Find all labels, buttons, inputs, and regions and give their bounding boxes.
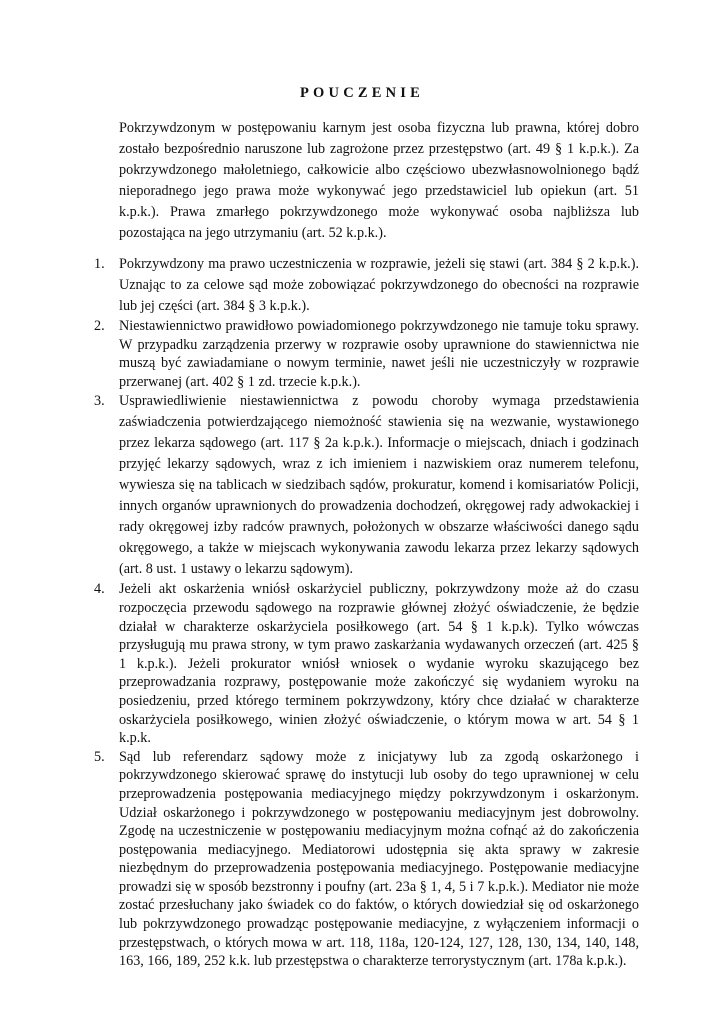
- list-item-number: 1.: [94, 256, 105, 272]
- list-item: [94, 317, 639, 391]
- document-title: POUCZENIE: [299, 85, 424, 101]
- list-item-text: Usprawiedliwienie niestawiennictwa z powodu choroby wymaga przedstawienia zaświadczenia potwierdzającego niemożność stawienia się na wezwanie, wystawionego przez lekarza sądowego (art. 117 § 2a k.p.k.). Informacje o miejscach, dniach i godzinach przyjęć lekarzy sądowych, wraz z ich imieniem i nazwiskiem oraz numerem telefonu, wywiesza się na tablicach w siedzibach sądów, prokuratur, komend i komisariatów Policji, innych organów uprawnionych do prowadzenia dochodzeń, okręgowej rady adwokackiej i rady okręgowej izby radców prawnych, położonych w obszarze właściwości danego sądu okręgowego, a także w miejscach wykonywania zawodu lekarza przez lekarzy sądowych (art. 8 ust. 1 ustawy o lekarzu sądowym).: [119, 393, 639, 578]
- list-item-number: 4.: [94, 581, 105, 598]
- list-item-text: Pokrzywdzony ma prawo uczestniczenia w rozprawie, jeżeli się stawi (art. 384 § 2 k.p.k.). Uznając to za celowe sąd może zobowiązać pokrzywdzonego do obecności na rozprawie lub jej części (art. 384 § 3 k.p.k.).: [119, 256, 639, 314]
- list-item-number: 3.: [94, 393, 105, 410]
- list-item-text: Sąd lub referendarz sądowy może z inicjatywy lub za zgodą oskarżonego i pokrzywdzonego skierować sprawę do instytucji lub osoby do tego uprawnionej w celu przeprowadzenia postępowania mediacyjnego między pokrzywdzonym i oskarżonym. Udział oskarżonego i pokrzywdzonego w postępowaniu mediacyjnym jest dobrowolny. Zgodę na uczestniczenie w postępowaniu mediacyjnym można cofnąć aż do zakończenia postępowania mediacyjnego. Mediatorowi udostępnia się akta sprawy w zakresie niezbędnym do przeprowadzenia postępowania mediacyjnego. Postępowanie mediacyjne prowadzi się w sposób bezstronny i poufny (art. 23a § 1, 4, 5 i 7 k.p.k.). Mediator nie może zostać przesłuchany jako świadek co do faktów, o których dowiedział się od oskarżonego lub pokrzywdzonego prowadząc postępowanie mediacyjne, z wyłączeniem informacji o przestępstwach, o których mowa w art. 118, 118a, 120-124, 127, 128, 130, 134, 140, 148, 163, 166, 189, 252 k.k. lub przestępstwa o charakterze terrorystycznym (art. 178a k.p.k.).: [119, 748, 639, 970]
- list-item: [94, 580, 639, 747]
- list-item-number: 2.: [94, 318, 105, 334]
- list-item: [94, 748, 639, 971]
- intro-paragraph: Pokrzywdzonym w postępowaniu karnym jest osoba fizyczna lub prawna, której dobro zostało bezpośrednio naruszone lub zagrożone przez przestępstwo (art. 49 § 1 k.p.k.). Za pokrzywdzonego małoletniego, całkowicie albo częściowo ubezwłasnowolnionego bądź nieporadnego jego prawa może wykonywać jego przedstawiciel lub opiekun (art. 51 k.p.k.). Prawa zmarłego pokrzywdzonego może wykonywać osoba najbliższa lub pozostająca na jego utrzymaniu (art. 52 k.p.k.).: [119, 120, 639, 241]
- instructions-list: [0, 254, 724, 971]
- list-item-text: Jeżeli akt oskarżenia wniósł oskarżyciel publiczny, pokrzywdzony może aż do czasu rozpoczęcia przewodu sądowego na rozprawie głównej złożyć oświadczenie, że będzie działał w charakterze oskarżyciela posiłkowego (art. 54 § 1 k.p.k). Tylko wówczas przysługują mu prawa strony, w tym prawo zaskarżania wydawanych orzeczeń (art. 425 § 1 k.p.k.). Jeżeli prokurator wniósł wniosek o wydanie wyroku skazującego bez przeprowadzania rozprawy, postępowanie może zakończyć się wydaniem wyroku na posiedzeniu, przed którego terminem pokrzywdzony, który chce działać w charakterze oskarżyciela posiłkowego, winien złożyć oświadczenie, o którym mowa w art. 54 § 1 k.p.k.: [119, 581, 639, 747]
- list-item: [94, 391, 639, 580]
- list-item-text: Niestawiennictwo prawidłowo powiadomionego pokrzywdzonego nie tamuje toku sprawy. W przypadku zarządzenia przerwy w rozprawie osoby uprawnione do stawiennictwa nie muszą być zawiadamiane o nowym terminie, nawet jeśli nie uczestniczyły w rozprawie przerwanej (art. 402 § 1 zd. trzecie k.p.k.).: [119, 318, 639, 390]
- list-item-number: 5.: [94, 748, 105, 765]
- list-item: [94, 254, 639, 317]
